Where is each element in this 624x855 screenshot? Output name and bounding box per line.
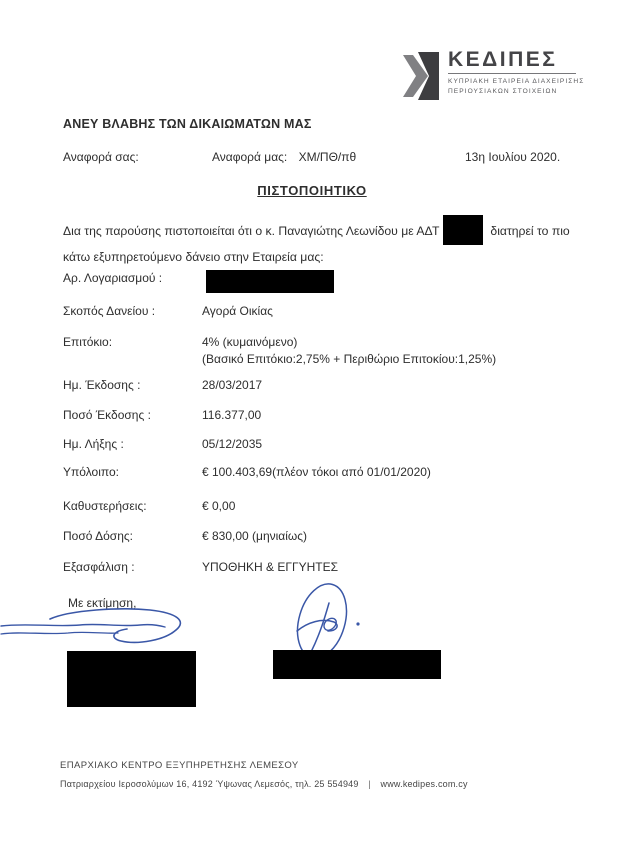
field-row-installment — [63, 528, 307, 545]
field-row-security — [63, 559, 338, 576]
field-label: Επιτόκιο: — [63, 335, 113, 349]
logo-subtitle-line2: ΠΕΡΙΟΥΣΙΑΚΩΝ ΣΤΟΙΧΕΙΩΝ — [448, 87, 558, 95]
field-row-maturity-date — [63, 436, 262, 453]
your-reference-label: Αναφορά σας: — [63, 150, 139, 164]
field-value-line2: (Βασικό Επιτόκιο:2,75% + Περιθώριο Επιτοκίου:1,25%) — [202, 352, 497, 366]
field-row-interest-rate — [63, 334, 496, 368]
footer-separator: | — [368, 779, 371, 789]
field-label: Αρ. Λογαριασμού : — [63, 271, 163, 285]
field-label: Ποσό Έκδοσης : — [63, 408, 151, 422]
field-value: ΥΠΟΘΗΚΗ & ΕΓΓΥΗΤΕΣ — [202, 560, 338, 574]
intro-line1: Δια της παρούσης πιστοποιείται ότι ο κ. Παναγιώτης Λεωνίδου με ΑΔΤ διατηρεί το πιο — [63, 215, 570, 245]
field-row-issue-date — [63, 377, 262, 394]
field-label: Ημ. Έκδοσης : — [63, 378, 141, 392]
field-value: 05/12/2035 — [202, 437, 263, 451]
field-row-balance — [63, 464, 431, 481]
field-row-loan-purpose — [63, 303, 273, 320]
redaction-account-number — [206, 270, 334, 293]
our-reference — [212, 150, 356, 164]
field-label: Υπόλοιπο: — [63, 465, 120, 479]
field-value: Αγορά Οικίας — [202, 304, 273, 318]
field-value: 4% (κυμαινόμενο) (Βασικό Επιτόκιο:2,75% + Περιθώριο Επιτοκίου:1,25%) — [202, 335, 497, 366]
redaction-signatory-right — [273, 650, 441, 679]
field-value: 116.377,00 — [202, 408, 262, 422]
field-label: Σκοπός Δανείου : — [63, 304, 156, 318]
website-url: www.kedipes.com.cy — [380, 779, 468, 789]
footer-address: Πατριαρχείου Ιεροσολύμων 16, 4192 Ύψωνας Λεμεσός, τηλ. 25 554949 — [60, 779, 359, 789]
field-row-arrears — [63, 498, 235, 515]
footer-address-line — [60, 779, 468, 789]
our-reference-label: Αναφορά μας: — [212, 150, 288, 164]
field-value: € 100.403,69(πλέον τόκοι από 01/01/2020) — [202, 465, 431, 479]
field-value: € 830,00 (μηνιαίως) — [202, 529, 308, 543]
field-label: Καθυστερήσεις: — [63, 499, 147, 513]
kedipes-chevron-icon — [403, 52, 439, 100]
intro-paragraph — [63, 215, 570, 269]
field-label: Εξασφάλιση : — [63, 560, 135, 574]
logo-company-name: ΚΕΔΙΠΕΣ — [448, 48, 558, 71]
field-label: Ποσό Δόσης: — [63, 529, 133, 543]
redaction-id-number — [443, 215, 483, 245]
redaction-signatory-left — [67, 651, 196, 707]
closing-salutation: Με εκτίμηση, — [68, 596, 137, 610]
page-title: ΠΙΣΤΟΠΟΙΗΤΙΚΟ — [257, 183, 367, 198]
logo-subtitle-line1: ΚΥΠΡΙΑΚΗ ΕΤΑΙΡΕΙΑ ΔΙΑΧΕΙΡΙΣΗΣ — [448, 78, 585, 85]
field-row-issue-amount — [63, 407, 261, 424]
field-row-account-number — [63, 270, 334, 294]
document-date: 13η Ιουλίου 2020. — [465, 150, 561, 164]
field-value: 28/03/2017 — [202, 378, 263, 392]
footer-service-center: ΕΠΑΡΧΙΑΚΟ ΚΕΝΤΡΟ ΕΞΥΠΗΡΕΤΗΣΗΣ ΛΕΜΕΣΟΥ — [60, 760, 299, 771]
field-value: € 0,00 — [202, 499, 236, 513]
without-prejudice-line: ΑΝΕΥ ΒΛΑΒΗΣ ΤΩΝ ΔΙΚΑΙΩΜΑΤΩΝ ΜΑΣ — [63, 117, 312, 131]
intro-line2: κάτω εξυπηρετούμενο δάνειο στην Εταιρεία μας: — [63, 250, 324, 264]
kedipes-logo — [403, 49, 584, 100]
our-reference-value: ΧΜ/ΠΘ/πθ — [298, 150, 357, 164]
field-label: Ημ. Λήξης : — [63, 437, 124, 451]
kedipes-logo-text — [448, 49, 584, 96]
signature-left — [0, 605, 200, 653]
logo-divider — [448, 73, 576, 74]
